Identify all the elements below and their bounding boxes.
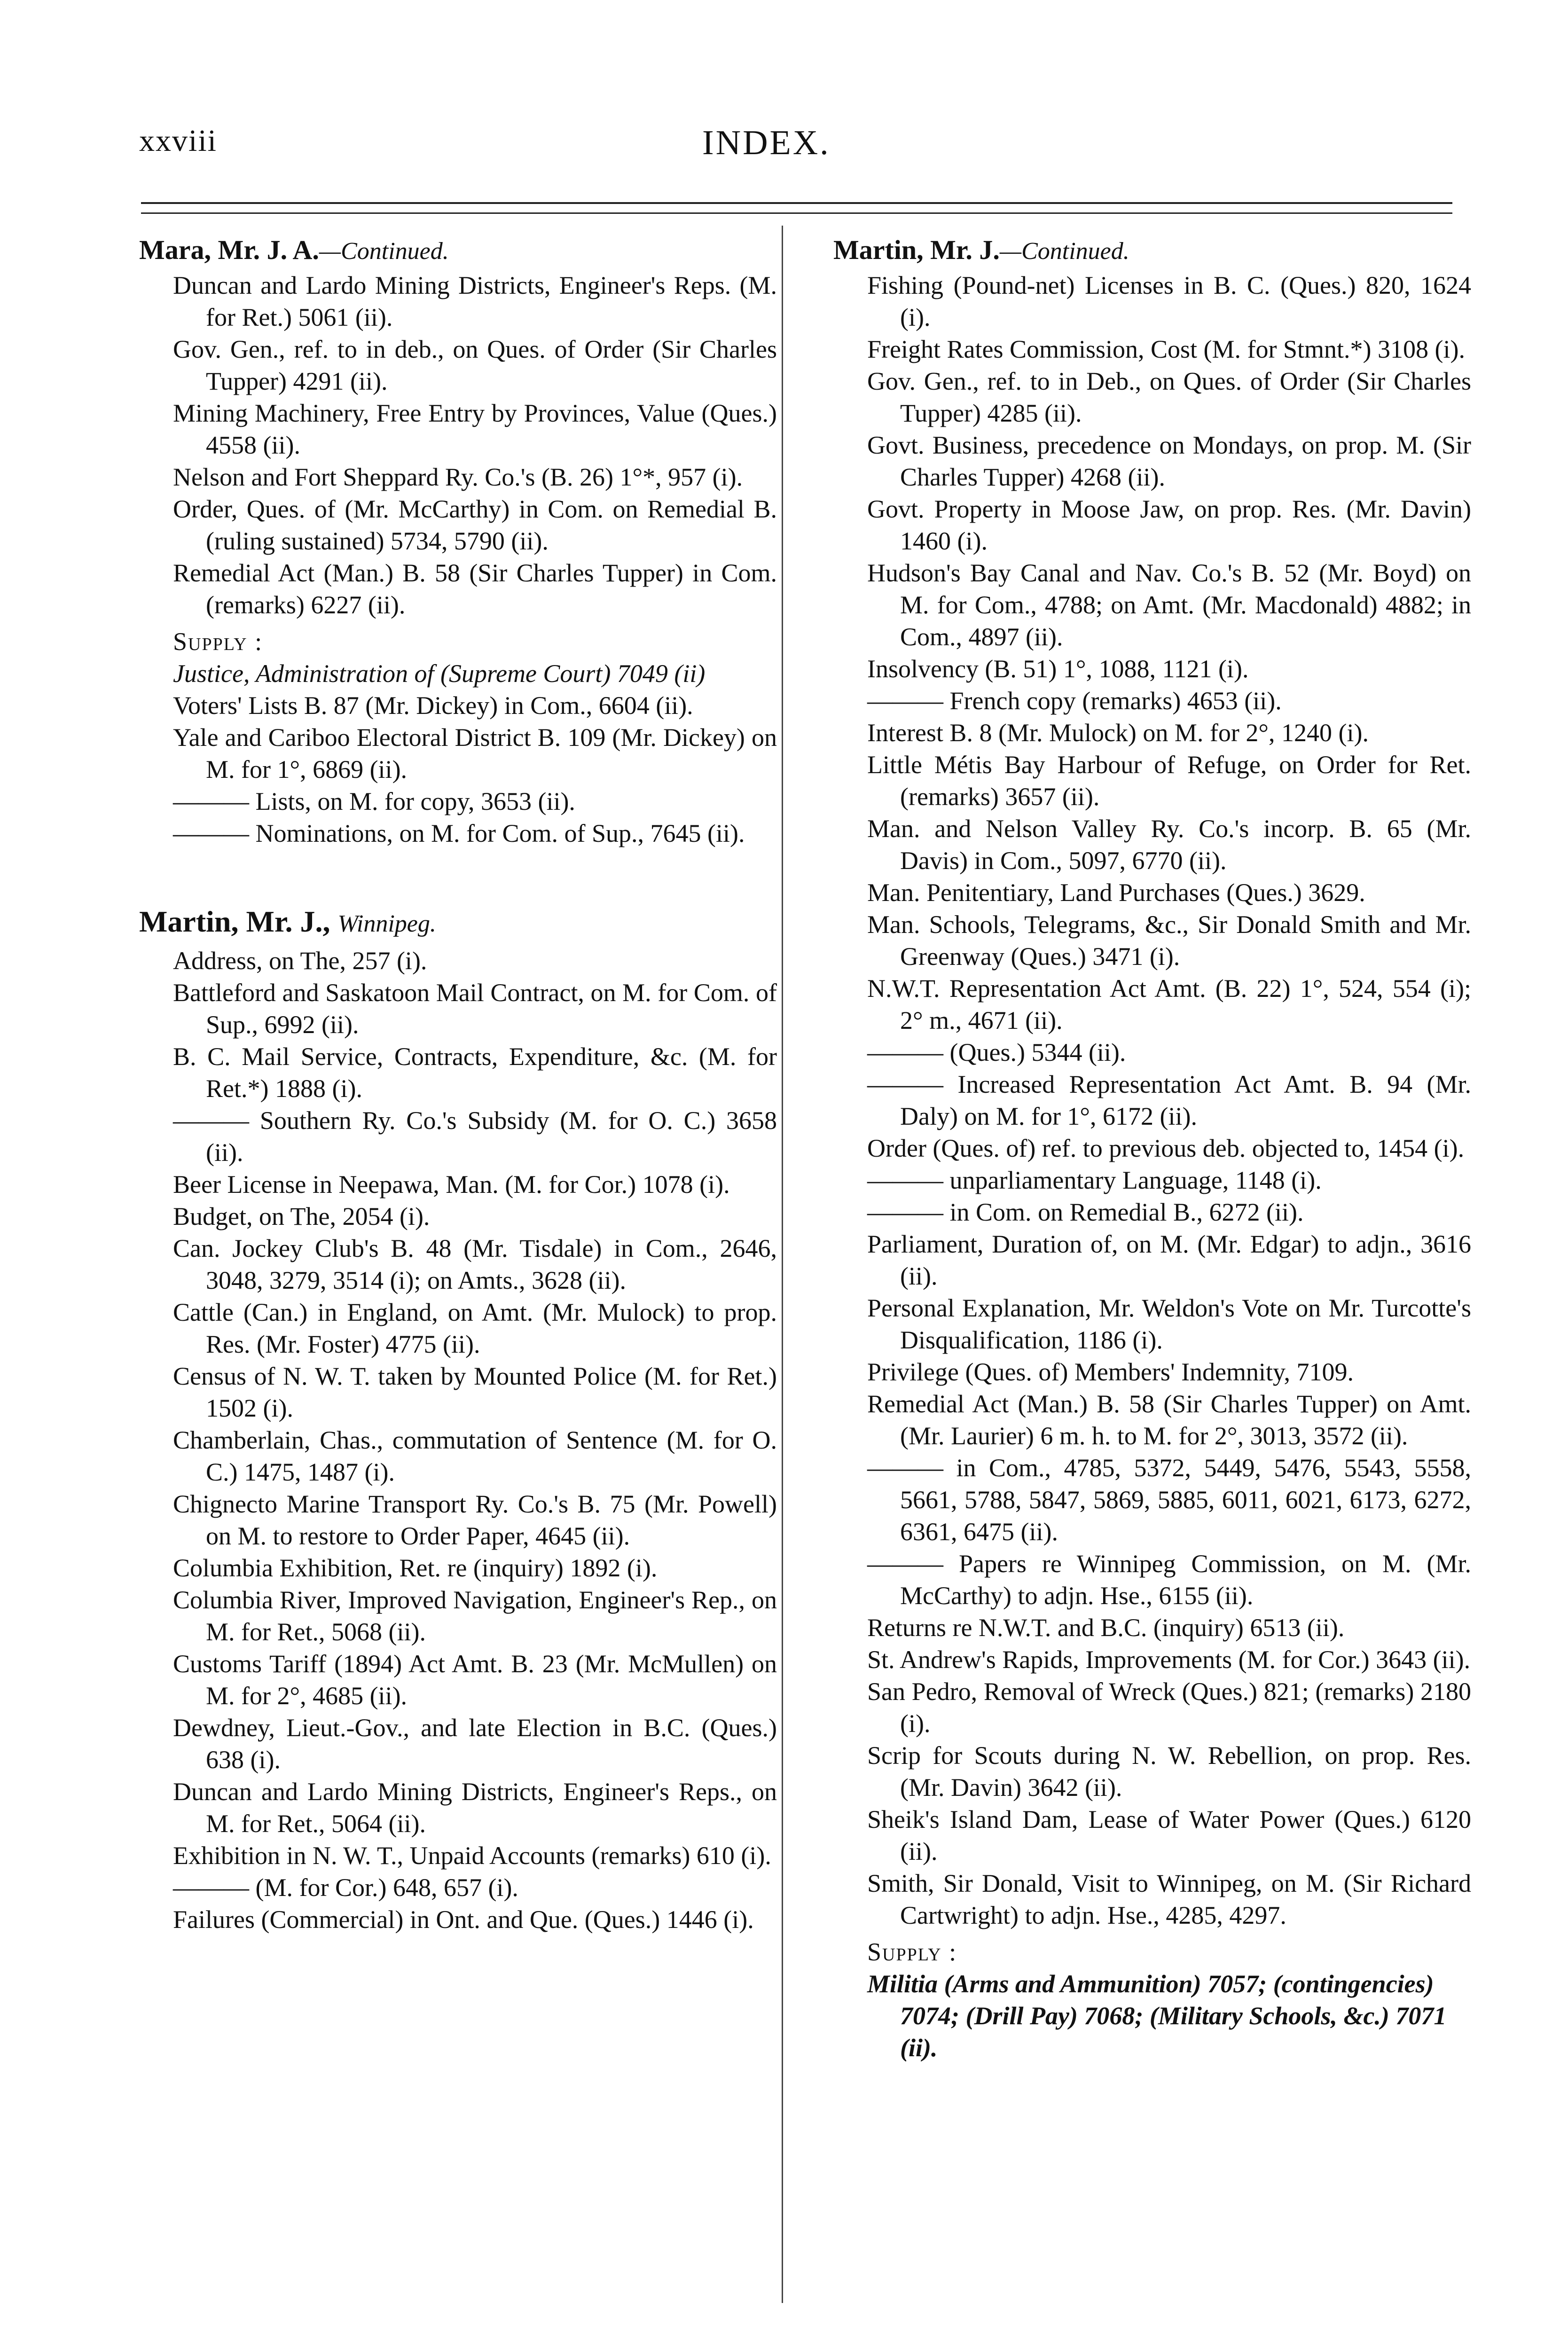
- index-entry: Sheik's Island Dam, Lease of Water Power (Ques.) 6120 (ii).: [867, 1805, 1471, 1865]
- index-entry: Personal Explanation, Mr. Weldon's Vote on Mr. Turcotte's Disqualification, 1186 (i).: [867, 1294, 1471, 1354]
- index-entry: Govt. Business, precedence on Mondays, on prop. M. (Sir Charles Tupper) 4268 (ii).: [867, 431, 1471, 491]
- index-entry: Chignecto Marine Transport Ry. Co.'s B. 75 (Mr. Powell) on M. to restore to Order Paper, 4645 (ii).: [173, 1490, 777, 1550]
- index-entry: Address, on The, 257 (i).: [173, 947, 427, 975]
- index-entry: Freight Rates Commission, Cost (M. for Stmnt.*) 3108 (i).: [867, 335, 1466, 363]
- index-entry: ——— in Com. on Remedial B., 6272 (ii).: [867, 1198, 1304, 1226]
- index-entry: ——— Southern Ry. Co.'s Subsidy (M. for O. C.) 3658 (ii).: [173, 1106, 777, 1167]
- index-entry: Scrip for Scouts during N. W. Rebellion, on prop. Res. (Mr. Davin) 3642 (ii).: [867, 1741, 1471, 1802]
- index-entry: San Pedro, Removal of Wreck (Ques.) 821; (remarks) 2180 (i).: [867, 1677, 1471, 1738]
- index-entry: Beer License in Neepawa, Man. (M. for Cor.) 1078 (i).: [173, 1170, 730, 1198]
- index-entry: Remedial Act (Man.) B. 58 (Sir Charles Tupper) on Amt. (Mr. Laurier) 6 m. h. to M. for 2°, 3013, 3572 (ii).: [867, 1390, 1471, 1450]
- index-entry: Smith, Sir Donald, Visit to Winnipeg, on M. (Sir Richard Cartwright) to adjn. Hse., 4285, 4297.: [867, 1869, 1471, 1929]
- index-entry: ——— (M. for Cor.) 648, 657 (i).: [173, 1873, 518, 1902]
- running-title: INDEX.: [702, 124, 831, 162]
- index-entry: Duncan and Lardo Mining Districts, Engineer's Reps., on M. for Ret., 5064 (ii).: [173, 1778, 777, 1838]
- index-entry: Order, Ques. of (Mr. McCarthy) in Com. on Remedial B. (ruling sustained) 5734, 5790 (ii).: [173, 495, 777, 555]
- index-heading-martin: [140, 906, 777, 940]
- index-entry: ——— French copy (remarks) 4653 (ii).: [867, 687, 1282, 715]
- index-entry: ——— Papers re Winnipeg Commission, on M. (Mr. McCarthy) to adjn. Hse., 6155 (ii).: [867, 1550, 1471, 1610]
- heading-sub: Winnipeg.: [337, 910, 436, 937]
- index-entry: Little Métis Bay Harbour of Refuge, on Order for Ret. (remarks) 3657 (ii).: [867, 751, 1471, 811]
- index-entry: ——— (Ques.) 5344 (ii).: [867, 1038, 1126, 1066]
- index-entry: Fishing (Pound-net) Licenses in B. C. (Ques.) 820, 1624 (i).: [867, 271, 1471, 331]
- index-entry: ——— unparliamentary Language, 1148 (i).: [867, 1166, 1322, 1194]
- index-entry: Parliament, Duration of, on M. (Mr. Edgar) to adjn., 3616 (ii).: [867, 1230, 1471, 1290]
- index-entry: Man. Penitentiary, Land Purchases (Ques.) 3629.: [867, 878, 1365, 907]
- index-entry: Battleford and Saskatoon Mail Contract, on M. for Com. of Sup., 6992 (ii).: [173, 979, 777, 1039]
- index-entry: Exhibition in N. W. T., Unpaid Accounts (remarks) 610 (i).: [173, 1841, 771, 1870]
- supply-label: Supply :: [867, 1938, 957, 1966]
- index-entry: Insolvency (B. 51) 1°, 1088, 1121 (i).: [867, 655, 1249, 683]
- index-heading-martin-continued: [834, 234, 1471, 267]
- index-entry: Columbia Exhibition, Ret. re (inquiry) 1892 (i).: [173, 1554, 658, 1582]
- index-entry: B. C. Mail Service, Contracts, Expenditure, &c. (M. for Ret.*) 1888 (i).: [173, 1042, 777, 1103]
- index-entry: Govt. Property in Moose Jaw, on prop. Res. (Mr. Davin) 1460 (i).: [867, 495, 1471, 555]
- index-entry: Customs Tariff (1894) Act Amt. B. 23 (Mr. McMullen) on M. for 2°, 4685 (ii).: [173, 1650, 777, 1710]
- index-entry: Interest B. 8 (Mr. Mulock) on M. for 2°, 1240 (i).: [867, 719, 1369, 747]
- index-entry: Duncan and Lardo Mining Districts, Engineer's Reps. (M. for Ret.) 5061 (ii).: [173, 271, 777, 331]
- index-entry: Nelson and Fort Sheppard Ry. Co.'s (B. 26) 1°*, 957 (i).: [173, 463, 743, 491]
- heading-name: Mara, Mr. J. A.: [139, 235, 319, 265]
- index-entry: Returns re N.W.T. and B.C. (inquiry) 6513 (ii).: [867, 1614, 1345, 1642]
- heading-sub: —Continued.: [319, 238, 449, 265]
- index-entry: Census of N. W. T. taken by Mounted Police (M. for Ret.) 1502 (i).: [173, 1362, 777, 1422]
- index-heading-mara: [140, 234, 777, 267]
- index-entry: N.W.T. Representation Act Amt. (B. 22) 1°, 524, 554 (i); 2° m., 4671 (ii).: [867, 974, 1471, 1034]
- column-divider: [782, 226, 783, 2303]
- header-rule: [141, 202, 1452, 204]
- index-entry: Chamberlain, Chas., commutation of Sentence (M. for O. C.) 1475, 1487 (i).: [173, 1426, 777, 1486]
- index-entry: ——— Increased Representation Act Amt. B. 94 (Mr. Daly) on M. for 1°, 6172 (ii).: [867, 1070, 1471, 1130]
- index-entry: Can. Jockey Club's B. 48 (Mr. Tisdale) in Com., 2646, 3048, 3279, 3514 (i); on Amts., 3628 (ii).: [173, 1234, 777, 1294]
- index-entry: ——— in Com., 4785, 5372, 5449, 5476, 5543, 5558, 5661, 5788, 5847, 5869, 5885, 6011, 6021, 6173, 6272, 6361, 6475 (ii).: [867, 1454, 1471, 1546]
- index-entry: Voters' Lists B. 87 (Mr. Dickey) in Com., 6604 (ii).: [173, 691, 693, 720]
- index-entry: Budget, on The, 2054 (i).: [173, 1202, 430, 1230]
- heading-name: Martin, Mr. J.: [833, 235, 1000, 265]
- index-entry: ——— Lists, on M. for copy, 3653 (ii).: [173, 787, 575, 815]
- supply-entry: Justice, Administration of (Supreme Court) 7049 (ii): [173, 659, 706, 688]
- index-entry: Gov. Gen., ref. to in deb., on Ques. of Order (Sir Charles Tupper) 4291 (ii).: [173, 335, 777, 395]
- index-entry: Hudson's Bay Canal and Nav. Co.'s B. 52 (Mr. Boyd) on M. for Com., 4788; on Amt. (Mr. Macdonald) 4882; in Com., 4897 (ii).: [867, 559, 1471, 651]
- index-entry: Order (Ques. of) ref. to previous deb. objected to, 1454 (i).: [867, 1134, 1465, 1162]
- supply-entry: Militia (Arms and Ammunition) 7057; (contingencies) 7074; (Drill Pay) 7068; (Military Schools, &c.) 7071 (ii).: [867, 1970, 1447, 2062]
- index-entry: Mining Machinery, Free Entry by Provinces, Value (Ques.) 4558 (ii).: [173, 399, 777, 459]
- supply-label: Supply :: [173, 627, 263, 656]
- index-entry: Yale and Cariboo Electoral District B. 109 (Mr. Dickey) on M. for 1°, 6869 (ii).: [173, 723, 777, 783]
- index-entry: Man. and Nelson Valley Ry. Co.'s incorp. B. 65 (Mr. Davis) in Com., 5097, 6770 (ii).: [867, 815, 1471, 875]
- index-entry: Failures (Commercial) in Ont. and Que. (Ques.) 1446 (i).: [173, 1905, 754, 1934]
- index-entry: ——— Nominations, on M. for Com. of Sup., 7645 (ii).: [173, 819, 745, 847]
- index-entry: Gov. Gen., ref. to in Deb., on Ques. of Order (Sir Charles Tupper) 4285 (ii).: [867, 367, 1471, 427]
- header-rule-double: [141, 212, 1452, 214]
- heading-name: Martin, Mr. J.,: [139, 905, 330, 938]
- index-entry: Cattle (Can.) in England, on Amt. (Mr. Mulock) to prop. Res. (Mr. Foster) 4775 (ii).: [173, 1298, 777, 1358]
- index-entry: Dewdney, Lieut.-Gov., and late Election in B.C. (Ques.) 638 (i).: [173, 1714, 777, 1774]
- index-entry: Columbia River, Improved Navigation, Engineer's Rep., on M. for Ret., 5068 (ii).: [173, 1586, 777, 1646]
- index-entry: Remedial Act (Man.) B. 58 (Sir Charles Tupper) in Com. (remarks) 6227 (ii).: [173, 559, 777, 619]
- left-column: [140, 234, 777, 1935]
- page-number: xxviii: [139, 124, 218, 158]
- right-column: [834, 234, 1471, 2064]
- index-entry: Privilege (Ques. of) Members' Indemnity, 7109.: [867, 1358, 1354, 1386]
- index-entry: St. Andrew's Rapids, Improvements (M. for Cor.) 3643 (ii).: [867, 1645, 1471, 1674]
- heading-sub: —Continued.: [999, 238, 1129, 265]
- index-entry: Man. Schools, Telegrams, &c., Sir Donald Smith and Mr. Greenway (Ques.) 3471 (i).: [867, 910, 1471, 971]
